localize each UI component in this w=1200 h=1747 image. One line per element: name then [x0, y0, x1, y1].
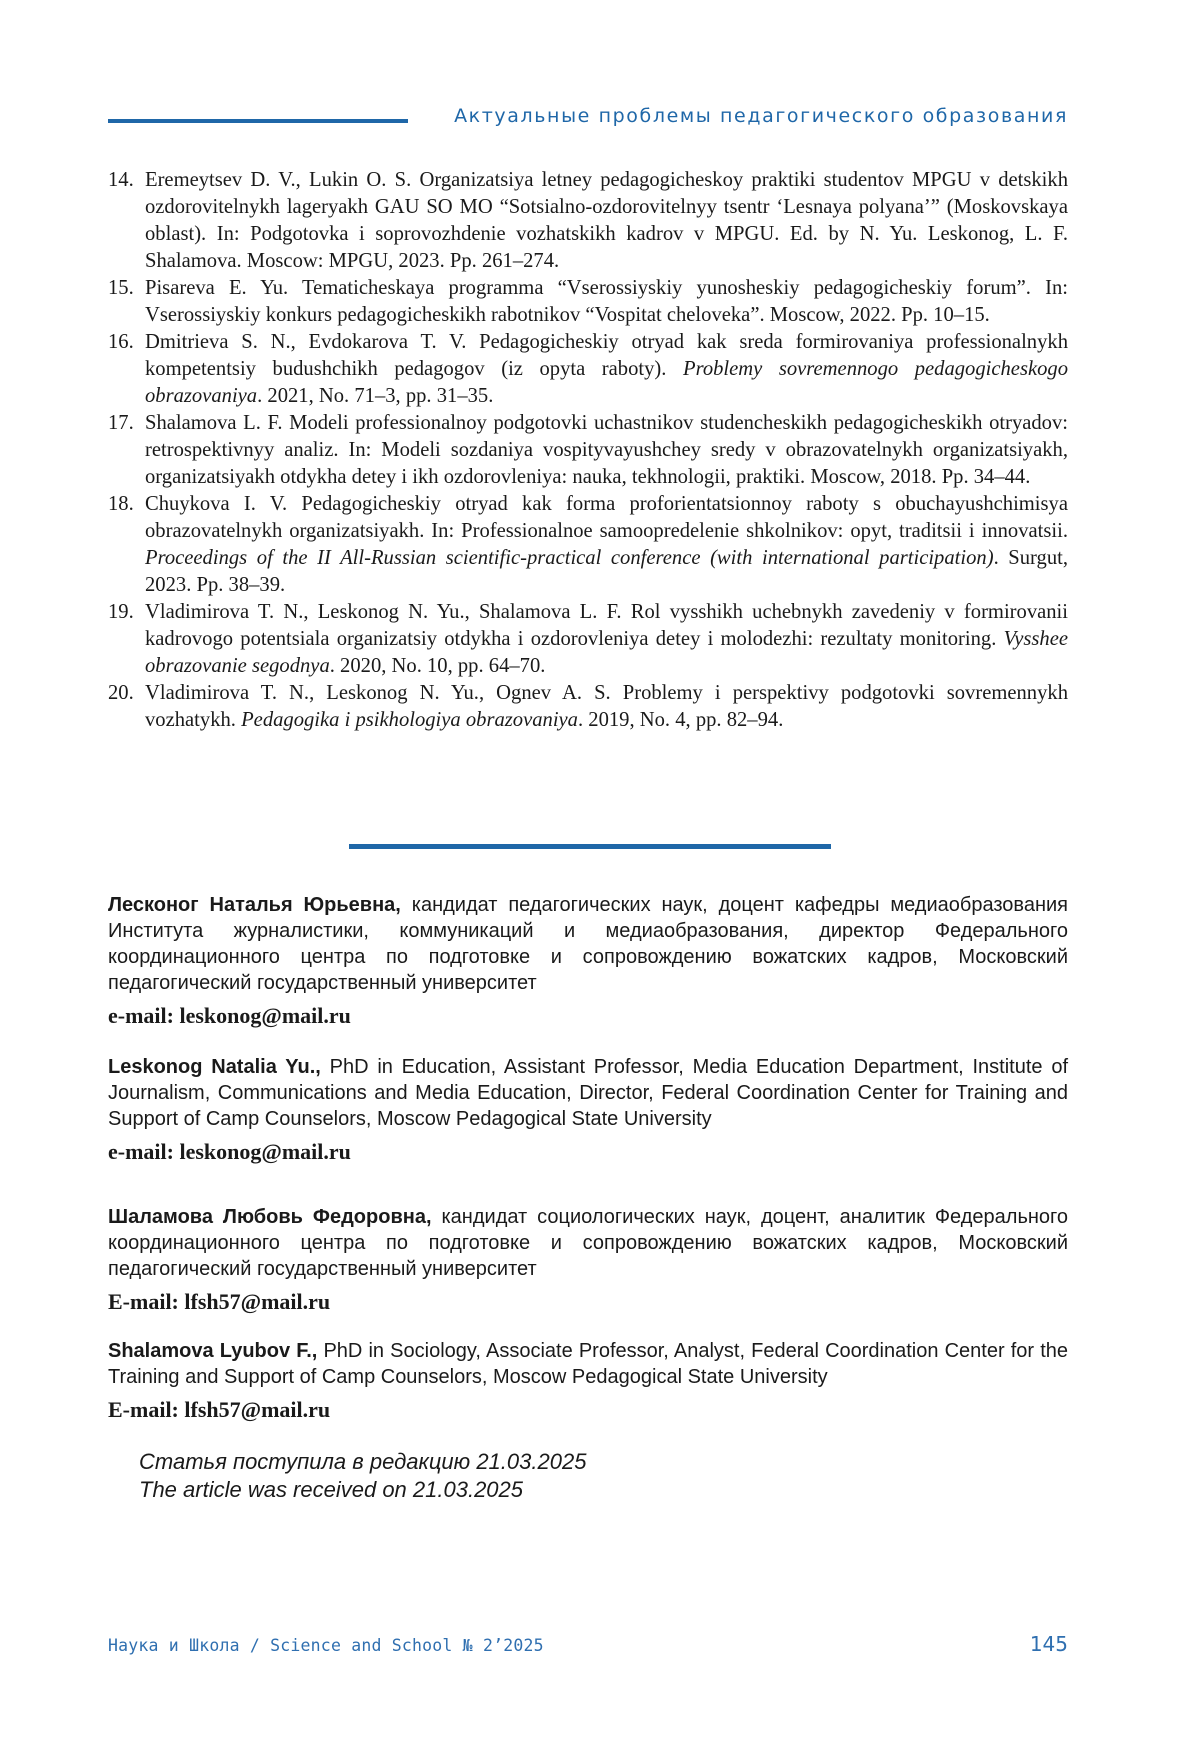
author-name: Shalamova Lyubov F., — [108, 1340, 318, 1362]
reference-source-title: Pedagogika i psikhologiya obrazovaniya — [241, 709, 578, 731]
reference-number: 14. — [108, 169, 134, 191]
received-note-en: The article was received on 21.03.2025 — [139, 1477, 524, 1502]
reference-segment: Eremeytsev D. V., Lukin O. S. Organizatsiya letney pedagogicheskoy praktiki studentov MPGU v detskikh ozdorovitelnykh lageryakh GAU SO MO “Sotsialno-ozdorovitelnyy tsentr ‘Lesnaya polyana’” (Moskovskaya oblast). In: Podgotovka i soprovozhdenie vozhatskikh kadrov v MPGU. Ed. by N. Yu. Leskonog, L. F. Shalamova. Moscow: MPGU, 2023. Pp. 261–274. — [145, 169, 1068, 272]
page-number: 145 — [1029, 1632, 1068, 1656]
reference-item — [108, 599, 1068, 680]
reference-text — [145, 331, 1068, 407]
reference-item — [108, 275, 1068, 329]
running-header — [108, 104, 1068, 128]
journal-name: Наука и Школа / Science and School № 2’2025 — [108, 1636, 544, 1655]
author-description: PhD in Education, Assistant Professor, Media Education Department, Institute of Journalism, Communications and Media Education, Director, Federal Coordination Center for Training and Support of Camp Counselors, Moscow Pedagogical State University — [108, 1056, 1068, 1130]
received-note-ru: Статья поступила в редакцию 21.03.2025 — [139, 1449, 587, 1474]
reference-number: 17. — [108, 412, 134, 434]
received-note — [139, 1448, 586, 1504]
reference-item — [108, 410, 1068, 491]
running-header-title: Актуальные проблемы педагогического образования — [454, 105, 1068, 127]
reference-source-title: Proceedings of the II All-Russian scientific-practical conference (with international participation) — [145, 547, 994, 569]
reference-text — [145, 601, 1068, 677]
reference-item — [108, 680, 1068, 734]
reference-text — [145, 493, 1068, 596]
author-info-ru-1 — [108, 892, 1068, 1029]
author-description: кандидат социологических наук, доцент, аналитик Федерального координационного центра по подготовке и сопровождению вожатских кадров, Московский педагогический государственный университет — [108, 1206, 1069, 1280]
reference-segment: . 2020, No. 10, pp. 64–70. — [329, 655, 546, 677]
author-name: Лесконог Наталья Юрьевна, — [108, 894, 401, 916]
author-email: E-mail: lfsh57@mail.ru — [108, 1289, 331, 1314]
reference-text — [145, 412, 1068, 488]
reference-segment: . Surgut, 2023. Pp. 38–39. — [145, 547, 1069, 596]
author-info-ru-2 — [108, 1204, 1068, 1315]
author-bio — [108, 1204, 1068, 1282]
reference-number: 15. — [108, 277, 134, 299]
reference-item — [108, 491, 1068, 599]
reference-source-title: Problemy sovremennogo pedagogicheskogo obrazovaniya — [145, 358, 1068, 407]
reference-number: 19. — [108, 601, 134, 623]
reference-text — [145, 169, 1068, 272]
reference-source-title: Vysshee obrazovanie segodnya — [145, 628, 1068, 677]
reference-text — [145, 682, 1068, 731]
section-divider — [349, 844, 831, 849]
reference-segment: Chuykova I. V. Pedagogicheskiy otryad kak forma proforientatsionnoy raboty s obuchayushchimisya obrazovatelnykh organizatsiyakh. In: Professionalnoe samoopredelenie shkolnikov: opyt, traditsii i innovatsii. — [145, 493, 1068, 542]
author-email: E-mail: lfsh57@mail.ru — [108, 1397, 331, 1422]
author-email: e-mail: leskonog@mail.ru — [108, 1139, 351, 1164]
author-name: Шаламова Любовь Федоровна, — [108, 1206, 432, 1228]
author-bio — [108, 1338, 1068, 1390]
reference-text — [145, 277, 1068, 326]
reference-item — [108, 329, 1068, 410]
header-rule — [108, 119, 408, 123]
author-info-en-1 — [108, 1054, 1068, 1165]
reference-list — [108, 167, 1068, 734]
author-description: кандидат педагогических наук, доцент кафедры медиаобразования Института журналистики, коммуникаций и медиаобразования, директор Федерального координационного центра по подготовке и сопровождению вожатских кадров, Московский педагогический государственный университет — [108, 894, 1068, 994]
reference-number: 20. — [108, 682, 134, 704]
page-footer — [108, 1632, 1068, 1660]
reference-segment: Dmitrieva S. N., Evdokarova T. V. Pedagogicheskiy otryad kak sreda formirovaniya professionalnykh kompetentsiy budushchikh pedagogov (iz opyta raboty). — [145, 331, 1068, 380]
reference-number: 16. — [108, 331, 134, 353]
reference-item — [108, 167, 1068, 275]
reference-number: 18. — [108, 493, 134, 515]
reference-segment: Pisareva E. Yu. Tematicheskaya programma “Vserossiyskiy yunosheskiy pedagogicheskiy forum”. In: Vserossiyskiy konkurs pedagogicheskikh rabotnikov “Vospitat cheloveka”. Moscow, 2022. Pp. 10–15. — [145, 277, 1068, 326]
reference-segment: . 2021, No. 71–3, pp. 31–35. — [257, 385, 494, 407]
author-email: e-mail: leskonog@mail.ru — [108, 1003, 351, 1028]
author-name: Leskonog Natalia Yu., — [108, 1056, 321, 1078]
author-bio — [108, 892, 1068, 996]
reference-segment: Vladimirova T. N., Leskonog N. Yu., Ognev A. S. Problemy i perspektivy podgotovki sovremennykh vozhatykh. — [145, 682, 1068, 731]
reference-segment: . 2019, No. 4, pp. 82–94. — [577, 709, 784, 731]
reference-segment: Vladimirova T. N., Leskonog N. Yu., Shalamova L. F. Rol vysshikh uchebnykh zavedeniy v formirovanii kadrovogo potentsiala organizatsiy otdykha i ozdorovleniya detey i molodezhi: rezultaty monitoring. — [145, 601, 1068, 650]
author-description: PhD in Sociology, Associate Professor, Analyst, Federal Coordination Center for the Training and Support of Camp Counselors, Moscow Pedagogical State University — [108, 1340, 1069, 1388]
reference-segment: Shalamova L. F. Modeli professionalnoy podgotovki uchastnikov studencheskikh pedagogicheskikh otryadov: retrospektivnyy analiz. In: Modeli sozdaniya vospityvayushchey sredy v obrazovatelnykh organizatsiyakh, organizatsiyakh otdykha detey i ikh ozdorovleniya: nauka, tekhnologii, praktiki. Moscow, 2018. Pp. 34–44. — [145, 412, 1068, 488]
author-bio — [108, 1054, 1068, 1132]
author-info-en-2 — [108, 1338, 1068, 1423]
